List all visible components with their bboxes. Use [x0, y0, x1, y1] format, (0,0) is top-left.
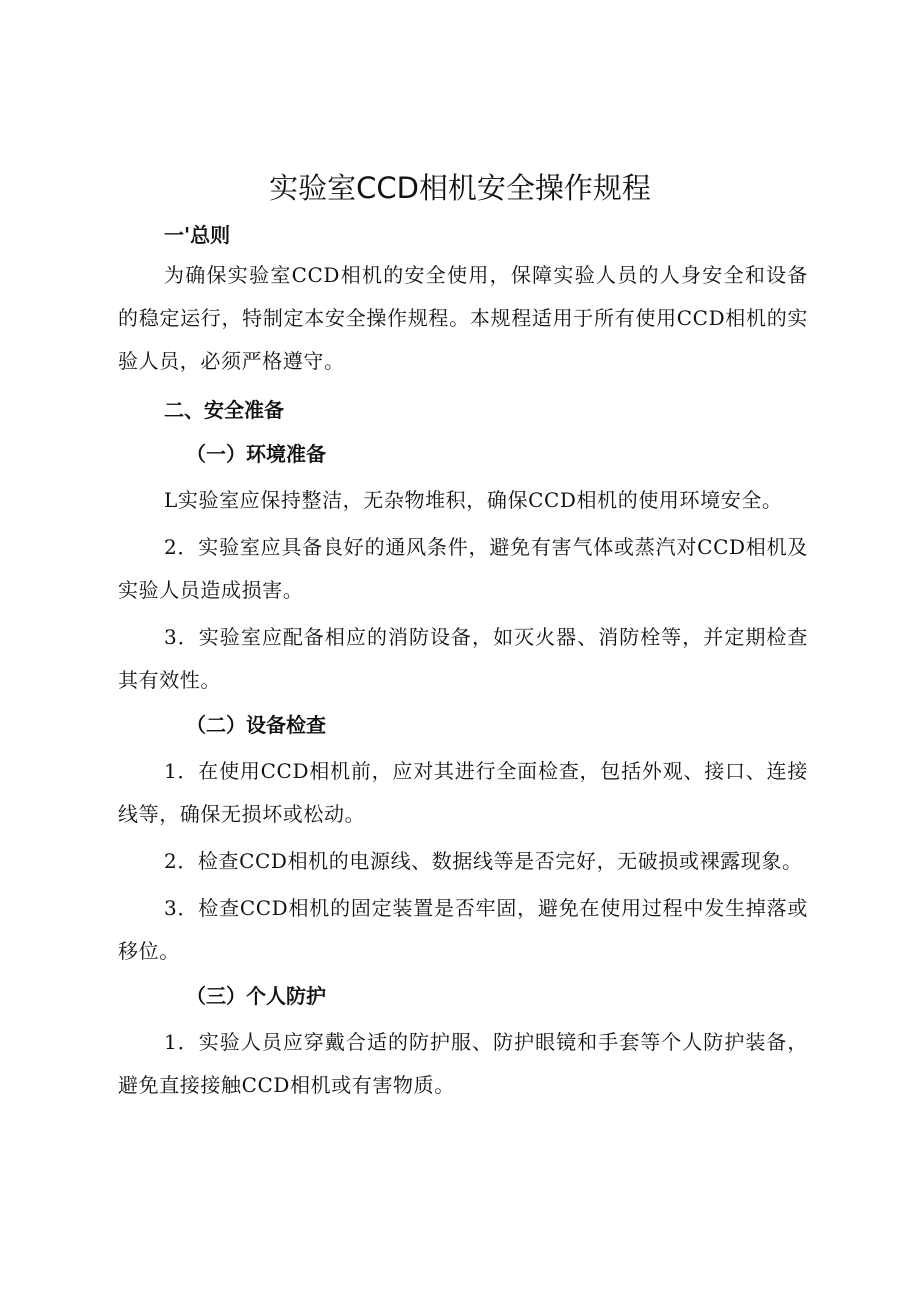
- subsection-heading-environment: （一）环境准备: [186, 442, 326, 466]
- equipment-item-2: 2．检查CCD相机的电源线、数据线等是否完好，无破损或裸露现象。: [164, 849, 803, 873]
- env-item-3: 3．实验室应配备相应的消防设备，如灭火器、消防栓等，并定期检查其有效性。: [118, 625, 808, 692]
- section-heading-preparation: 二、安全准备: [164, 398, 284, 422]
- general-paragraph: 为确保实验室CCD相机的安全使用，保障实验人员的人身安全和设备的稳定运行，特制定本安全操作规程。本规程适用于所有使用CCD相机的实验人员，必须严格遵守。: [118, 263, 808, 373]
- env-item-2: 2．实验室应具备良好的通风条件，避免有害气体或蒸汽对CCD相机及实验人员造成损害。: [118, 535, 808, 602]
- equipment-item-1: 1．在使用CCD相机前，应对其进行全面检查，包括外观、接口、连接线等，确保无损坏或松动。: [118, 759, 808, 826]
- protection-item-1: 1．实验人员应穿戴合适的防护服、防护眼镜和手套等个人防护装备，避免直接接触CCD相机或有害物质。: [118, 1030, 808, 1097]
- section-heading-general: 一'总则: [164, 223, 231, 247]
- subsection-heading-protection: （三）个人防护: [186, 984, 326, 1008]
- document-body: [118, 216, 808, 1111]
- env-item-1: L实验室应保持整洁，无杂物堆积，确保CCD相机的使用环境安全。: [164, 488, 783, 512]
- document-title: 实验室CCD相机安全操作规程: [269, 171, 651, 205]
- subsection-heading-equipment: （二）设备检查: [186, 713, 326, 737]
- equipment-item-3: 3．检查CCD相机的固定装置是否牢固，避免在使用过程中发生掉落或移位。: [118, 896, 808, 963]
